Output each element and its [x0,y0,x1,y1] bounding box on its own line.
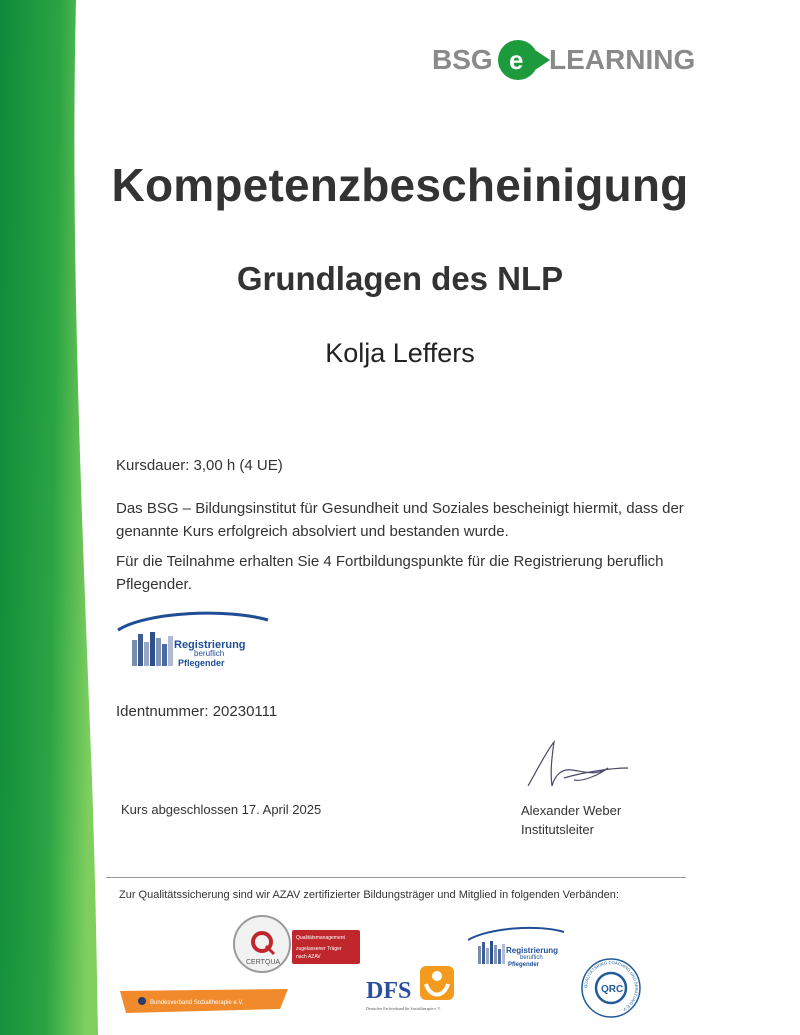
certqua-name: CERTQUA [246,959,281,966]
signer-block [521,801,621,839]
certqua-line1: Qualitätsmanagement [296,935,345,941]
green-side-band [0,0,120,1035]
bvs-banner [120,989,290,1013]
reg-logo-line1: Registrierung [174,639,246,651]
training-points: Für die Teilnahme erhalten Sie 4 Fortbildungspunkte für die Registrierung beruflich Pflegender. [116,553,664,593]
dfs-logo [364,962,474,1012]
reg-small-line3: Pflegender [508,962,540,968]
registrierung-logo [116,610,276,672]
signer-name: Alexander Weber [521,803,622,818]
certqua-line2: zugelassener Träger [296,946,342,952]
bsg-elearning-logo [432,36,702,84]
qrc-name: QRC [601,984,624,995]
signer-role: Institutsleiter [521,822,594,837]
dfs-name: DFS [366,978,412,1004]
reg-small-line1: Registrierung [506,946,559,955]
certificate-title: Kompetenzbescheinigung [111,159,689,211]
qrc-seal [580,957,642,1019]
completion-date: Kurs abgeschlossen 17. April 2025 [121,802,322,817]
course-title: Grundlagen des NLP [236,260,564,297]
logo-text-e: e [509,45,524,75]
registrierung-logo-small [468,926,568,970]
quality-note: Zur Qualitätssicherung sind wir AZAV zertifizierter Bildungsträger und Mitglied in folgenden Verbänden: [119,889,619,901]
certqua-line3: nach AZAV [296,954,321,960]
dfs-tagline: Deutscher Fachverband für Sozialtherapie e.V. [366,1006,441,1011]
certqua-badge [232,912,362,976]
footer-divider [106,877,686,878]
bvs-text: Bundesverband Sozialtherapie e.V. [150,1000,244,1006]
certificate-statement: Das BSG – Bildungsinstitut für Gesundheit und Soziales bescheinigt hiermit, dass der genannte Kurs erfolgreich absolviert und bestanden wurde. [116,500,684,540]
participant-name: Kolja Leffers [325,338,475,368]
logo-text-bsg: BSG [432,44,493,75]
reg-small-line2: beruflich [520,955,543,961]
signature [524,738,634,794]
course-duration: Kursdauer: 3,00 h (4 UE) [116,457,283,474]
reg-logo-line3: Pflegender [178,658,225,668]
reg-logo-line2: beruflich [194,649,225,658]
ident-number: Identnummer: 20230111 [116,703,278,720]
logo-text-learning: LEARNING [549,44,696,75]
qrc-ring-text: QUALITÄTSRING COACHING UND BERATUNG E.V. [582,959,640,1013]
